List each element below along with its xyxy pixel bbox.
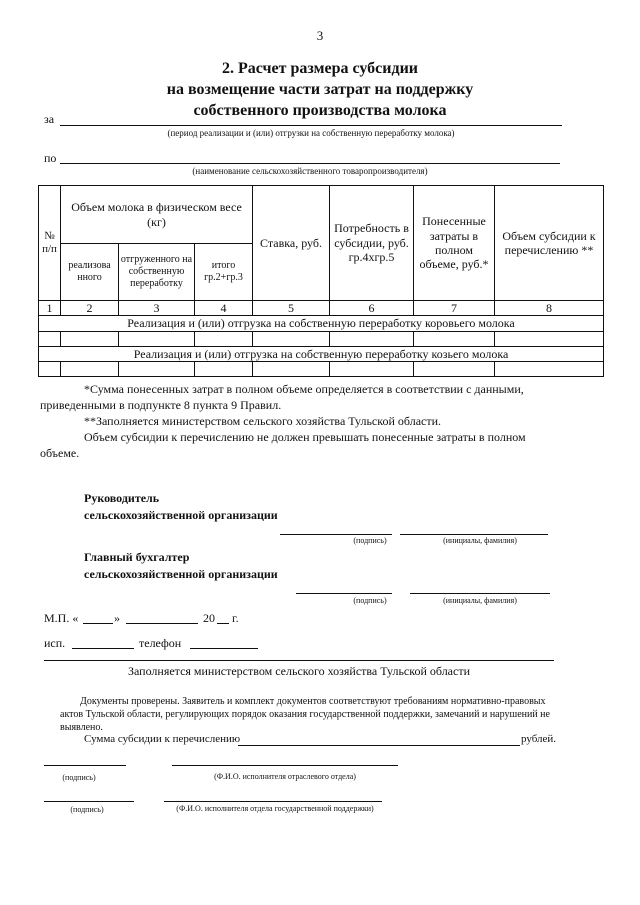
phone-line[interactable] (190, 648, 258, 649)
note-1b: приведенными в подпункте 8 пункта 9 Правил. (40, 398, 282, 412)
header-need: Потребность в субсидии, руб. гр.4хгр.5 (330, 186, 414, 301)
title-line-2: на возмещение части затрат на поддержку (166, 81, 474, 98)
page-title (140, 58, 500, 121)
col-number: 8 (495, 301, 604, 316)
executor-label: исп. (44, 636, 66, 650)
subheader-realized: реализова нного (61, 244, 119, 301)
col-number: 2 (61, 301, 119, 316)
subheader-total: итого гр.2+гр.3 (195, 244, 253, 301)
stamp-g: г. (232, 611, 239, 625)
col-number: 6 (330, 301, 414, 316)
table-row (39, 331, 604, 346)
col-number: 4 (195, 301, 253, 316)
stamp-day-line[interactable] (83, 623, 113, 624)
header-volume: Объем молока в физическом весе (кг) (61, 186, 253, 244)
accountant-name-line[interactable] (410, 593, 550, 594)
ministry-fio-line-1[interactable] (172, 765, 398, 766)
header-rate: Ставка, руб. (253, 186, 330, 301)
head-name-line[interactable] (400, 534, 548, 535)
ministry-fio-caption-1: (Ф.И.О. исполнителя отраслевого отдела) (214, 772, 356, 781)
producer-prefix: по (44, 151, 57, 165)
stamp-month-line[interactable] (126, 623, 198, 624)
stamp-mp: М.П. « (44, 611, 79, 625)
head-sign-caption: (подпись) (353, 536, 387, 545)
subheader-shipped: отгруженного на собственную переработку (119, 244, 195, 301)
accountant-sign-line[interactable] (296, 593, 392, 594)
title-line-1: 2. Расчет размера субсидии (221, 60, 419, 77)
note-2: **Заполняется министерством сельского хозяйства Тульской области. (84, 414, 442, 428)
ministry-sign-line-1[interactable] (44, 765, 126, 766)
sum-line[interactable] (238, 745, 520, 746)
col-number: 3 (119, 301, 195, 316)
page-number: 3 (316, 28, 324, 43)
head-title: Руководитель сельскохозяйственной организации (84, 491, 278, 522)
notes (40, 381, 600, 461)
stamp-quote: » (114, 611, 120, 625)
table-row (39, 362, 604, 377)
head-sign-line[interactable] (280, 534, 392, 535)
note-1a: *Сумма понесенных затрат в полном объеме определяется в соответствии с данными, (84, 382, 524, 396)
period-input-line[interactable] (60, 125, 562, 126)
col-number: 7 (414, 301, 495, 316)
section-goat: Реализация и (или) отгрузка на собственную переработку козьего молока (39, 346, 604, 361)
header-costs: Понесенные затраты в полном объеме, руб.* (414, 186, 495, 301)
sum-label: Сумма субсидии к перечислению (84, 733, 241, 745)
period-prefix: за (44, 112, 55, 126)
accountant-sign-caption: (подпись) (353, 596, 387, 605)
producer-caption: (наименование сельскохозяйственного товаропроизводителя) (192, 166, 428, 176)
header-subsidy: Объем субсидии к перечислению ** (495, 186, 604, 301)
rubles-label: рублей. (521, 733, 557, 745)
header-num: № п/п (39, 186, 61, 301)
executor-line[interactable] (72, 648, 134, 649)
period-caption: (период реализации и (или) отгрузки на собственную переработку молока) (167, 128, 455, 138)
col-number: 5 (253, 301, 330, 316)
ministry-sign-caption-1: (подпись) (62, 773, 96, 782)
ministry-heading: Заполняется министерством сельского хозяйства Тульской области (127, 664, 471, 678)
accountant-name-caption: (инициалы, фамилия) (443, 596, 517, 605)
head-name-caption: (инициалы, фамилия) (443, 536, 517, 545)
ministry-text: Документы проверены. Заявитель и комплект документов соответствуют требованиям нормативно-правовых актов Тульской области, регулирующих порядок оказания государственной поддержки, замечаний и нарушений не выявлено. (60, 696, 550, 733)
ministry-fio-caption-2: (Ф.И.О. исполнителя отдела государственной поддержки) (176, 804, 374, 813)
accountant-title: Главный бухгалтер сельскохозяйственной организации (84, 550, 278, 581)
title-line-3: собственного производства молока (193, 102, 447, 119)
section-cow: Реализация и (или) отгрузка на собственную переработку коровьего молока (39, 316, 604, 331)
ministry-sign-line-2[interactable] (44, 801, 134, 802)
phone-label: телефон (139, 636, 182, 650)
col-number: 1 (39, 301, 61, 316)
stamp-year-line[interactable] (217, 623, 229, 624)
note-3a: Объем субсидии к перечислению не должен превышать понесенные затраты в полном (84, 430, 526, 444)
subsidy-table (38, 185, 604, 377)
ministry-fio-line-2[interactable] (164, 801, 382, 802)
ministry-sign-caption-2: (подпись) (70, 805, 104, 814)
producer-input-line[interactable] (60, 163, 560, 164)
ministry-divider (44, 660, 554, 661)
stamp-year: 20 (203, 611, 215, 625)
note-3b: объеме. (40, 446, 80, 460)
